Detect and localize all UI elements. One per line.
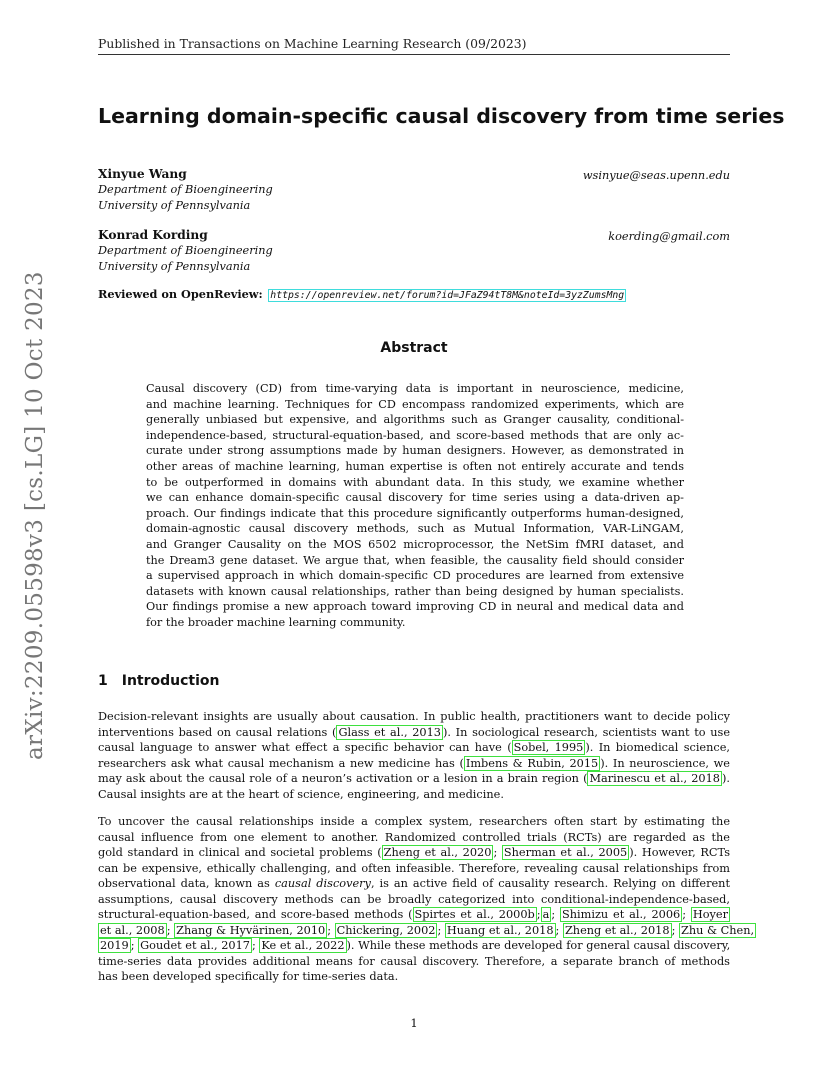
author-name-1: Xinyue Wang bbox=[98, 167, 187, 181]
text-line bbox=[98, 756, 730, 772]
text-line bbox=[98, 954, 730, 970]
section-title: Introduction bbox=[121, 673, 220, 689]
text-run: ; bbox=[437, 923, 445, 937]
journal-header: Published in Transactions on Machine Learning Research (09/2023) bbox=[98, 36, 527, 51]
text-run: ; bbox=[252, 939, 260, 953]
citation-link[interactable]: Chickering, 2002 bbox=[336, 923, 436, 937]
author-name-2: Konrad Kording bbox=[98, 228, 208, 242]
abstract-line: proach. Our findings indicate that this procedure significantly outperforms human-designed, bbox=[146, 506, 684, 520]
review-label: Reviewed on OpenReview: bbox=[98, 287, 263, 301]
paragraph-2 bbox=[98, 814, 755, 985]
citation-link[interactable]: Zheng et al., 2018 bbox=[564, 923, 670, 937]
text-run: observational data, known as bbox=[98, 877, 275, 891]
author-email-2[interactable]: koerding@gmail.com bbox=[608, 230, 730, 243]
abstract-line: independence-based, structural-equation-based, and score-based methods that are only ac- bbox=[146, 428, 684, 442]
text-run: ). bbox=[721, 772, 730, 786]
section-heading bbox=[98, 673, 220, 689]
citation-link[interactable]: Zhu & Chen, bbox=[680, 923, 755, 937]
emphasis-text: causal discovery bbox=[274, 877, 371, 891]
citation-link[interactable]: Sherman et al., 2005 bbox=[503, 846, 628, 860]
citation-link[interactable]: Imbens & Rubin, 2015 bbox=[465, 756, 599, 770]
citation-link[interactable]: Goudet et al., 2017 bbox=[140, 939, 250, 953]
author-email-1[interactable]: wsinyue@seas.upenn.edu bbox=[582, 169, 730, 182]
text-run: ). In biomedical science, bbox=[585, 741, 730, 755]
abstract-line: curate under strong assumptions made by human designers. However, as demonstrated in bbox=[146, 444, 684, 458]
abstract-line: the Dream3 gene dataset. We argue that, when feasible, the causality field should consider bbox=[146, 553, 684, 567]
text-run: ; bbox=[130, 939, 139, 953]
text-line bbox=[98, 876, 730, 892]
text-run: Decision-relevant insights are usually about causation. In public health, practitioners want to decide policy bbox=[98, 710, 730, 723]
citation-link[interactable]: et al., 2008 bbox=[100, 923, 165, 937]
abstract-line: Causal discovery (CD) from time-varying data is important in neuroscience, medicine, bbox=[146, 382, 684, 395]
citation-link[interactable]: Ke et al., 2022 bbox=[261, 939, 345, 953]
author-affiliation-2 bbox=[98, 243, 273, 274]
text-run: , is an active field of causality research. Relying on different bbox=[370, 877, 730, 891]
citation-link[interactable]: Sobel, 1995 bbox=[513, 741, 584, 755]
abstract-line: and machine learning. Techniques for CD encompass randomized experiments, which are bbox=[146, 397, 684, 411]
department-1: Department of Bioengineering bbox=[98, 183, 273, 196]
text-run: Causal insights are at the heart of science, engineering, and medicine. bbox=[98, 787, 504, 801]
citation-link[interactable]: Huang et al., 2018 bbox=[446, 923, 554, 937]
citation-link[interactable]: Shimizu et al., 2006 bbox=[562, 908, 681, 922]
text-line bbox=[98, 830, 730, 846]
text-run: ). In neuroscience, we bbox=[600, 756, 730, 770]
abstract-line: other areas of machine learning, human expertise is often not entirely accurate and tends bbox=[146, 459, 684, 473]
text-line bbox=[98, 709, 730, 725]
text-line bbox=[98, 938, 730, 954]
paper-title: Learning domain-specific causal discovery from time series bbox=[98, 104, 785, 128]
author-affiliation-1 bbox=[98, 182, 273, 213]
text-line bbox=[98, 923, 755, 939]
text-run: may ask about the causal role of a neuron’s activation or a lesion in a brain region ( bbox=[98, 772, 588, 786]
citation-link[interactable]: Spirtes et al., 2000b bbox=[414, 908, 535, 922]
university-2: University of Pennsylvania bbox=[98, 259, 251, 273]
text-run: structural-equation-based, and score-based methods ( bbox=[98, 908, 413, 922]
text-run: causal language to answer what effect a specific behavior can have ( bbox=[98, 741, 512, 755]
citation-link[interactable]: 2019 bbox=[100, 939, 129, 953]
text-run: ; bbox=[551, 908, 561, 922]
text-run: interventions based on causal relations ( bbox=[98, 725, 337, 739]
text-line bbox=[98, 845, 730, 861]
text-run: ). However, RCTs bbox=[629, 846, 730, 860]
abstract-line: datasets with known causal relationships, rather than being designed by human specialists. bbox=[146, 584, 684, 598]
citation-link[interactable]: a bbox=[542, 908, 550, 922]
text-line bbox=[98, 814, 730, 830]
openreview-link[interactable]: https://openreview.net/forum?id=JFaZ94tT8M&noteId=3yzZumsMng bbox=[270, 290, 625, 301]
abstract-line: a supervised approach in which domain-specific CD procedures are learned from extensive bbox=[146, 569, 684, 583]
abstract-line: to be outperformed in domains with abundant data. In this study, we examine whether bbox=[146, 475, 684, 489]
text-run: assumptions, causal discovery methods can be broadly categorized into conditional-independence-based, bbox=[98, 892, 730, 906]
header-divider bbox=[98, 54, 730, 55]
text-run: researchers ask what causal mechanism a new medicine has ( bbox=[98, 756, 464, 770]
abstract-line: domain-agnostic causal discovery methods, such as Mutual Information, VAR-LiNGAM, bbox=[146, 522, 684, 536]
arxiv-identifier: arXiv:2209.05598v3 [cs.LG] 10 Oct 2023 bbox=[22, 271, 48, 760]
text-run: time-series data provides additional means for causal discovery. Therefore, a separate branch of methods bbox=[98, 954, 730, 968]
text-line bbox=[98, 907, 730, 923]
text-run: can be expensive, ethically challenging, and often infeasible. Therefore, revealing causal relationships from bbox=[98, 861, 730, 875]
text-run: To uncover the causal relationships inside a complex system, researchers often start by estimating the bbox=[98, 815, 730, 828]
review-line bbox=[98, 287, 626, 301]
text-run: ; bbox=[166, 923, 175, 937]
university-1: University of Pennsylvania bbox=[98, 198, 251, 212]
abstract-line: we can enhance domain-specific causal discovery for time series using a data-driven ap- bbox=[146, 491, 684, 505]
page-number: 1 bbox=[410, 1016, 418, 1030]
section-number: 1 bbox=[98, 673, 108, 689]
text-run: ; bbox=[555, 923, 563, 937]
citation-link[interactable]: Zhang & Hyvärinen, 2010 bbox=[176, 923, 326, 937]
text-run: ). While these methods are developed for general causal discovery, bbox=[346, 939, 731, 953]
text-line bbox=[98, 892, 730, 908]
text-line bbox=[98, 771, 730, 787]
text-line bbox=[98, 787, 730, 803]
text-run: ; bbox=[682, 908, 691, 922]
citation-link[interactable]: Zheng et al., 2020 bbox=[383, 846, 492, 860]
abstract-line: and Granger Causality on the MOS 6502 microprocessor, the NetSim fMRI dataset, and bbox=[146, 537, 684, 551]
citation-link[interactable]: Marinescu et al., 2018 bbox=[589, 772, 720, 786]
text-run: ). In sociological research, scientists want to use bbox=[442, 725, 731, 739]
text-line bbox=[98, 861, 730, 877]
citation-link[interactable]: Hoyer bbox=[692, 908, 728, 922]
paragraph-1 bbox=[98, 709, 730, 802]
text-line bbox=[98, 725, 730, 741]
text-run: has been developed specifically for time-series data. bbox=[98, 970, 399, 984]
text-run: ; bbox=[671, 923, 679, 937]
department-2: Department of Bioengineering bbox=[98, 244, 273, 257]
text-run: ; bbox=[327, 923, 335, 937]
abstract-heading: Abstract bbox=[380, 340, 448, 356]
abstract-line: Our findings promise a new approach toward improving CD in neural and medical data and bbox=[146, 600, 684, 614]
text-line bbox=[98, 740, 730, 756]
abstract-line: for the broader machine learning community. bbox=[146, 615, 406, 629]
text-run: ; bbox=[493, 846, 502, 860]
text-run: gold standard in clinical and societal problems ( bbox=[98, 846, 382, 860]
text-run: ; bbox=[536, 908, 541, 922]
text-line bbox=[98, 969, 730, 985]
citation-link[interactable]: Glass et al., 2013 bbox=[338, 725, 441, 739]
text-run: causal influence from one element to another. Randomized controlled trials (RCTs) are regarded as the bbox=[98, 830, 730, 844]
abstract-line: generally unbiased but expensive, and algorithms such as Granger causality, conditional- bbox=[146, 413, 684, 427]
abstract-body bbox=[146, 381, 684, 631]
